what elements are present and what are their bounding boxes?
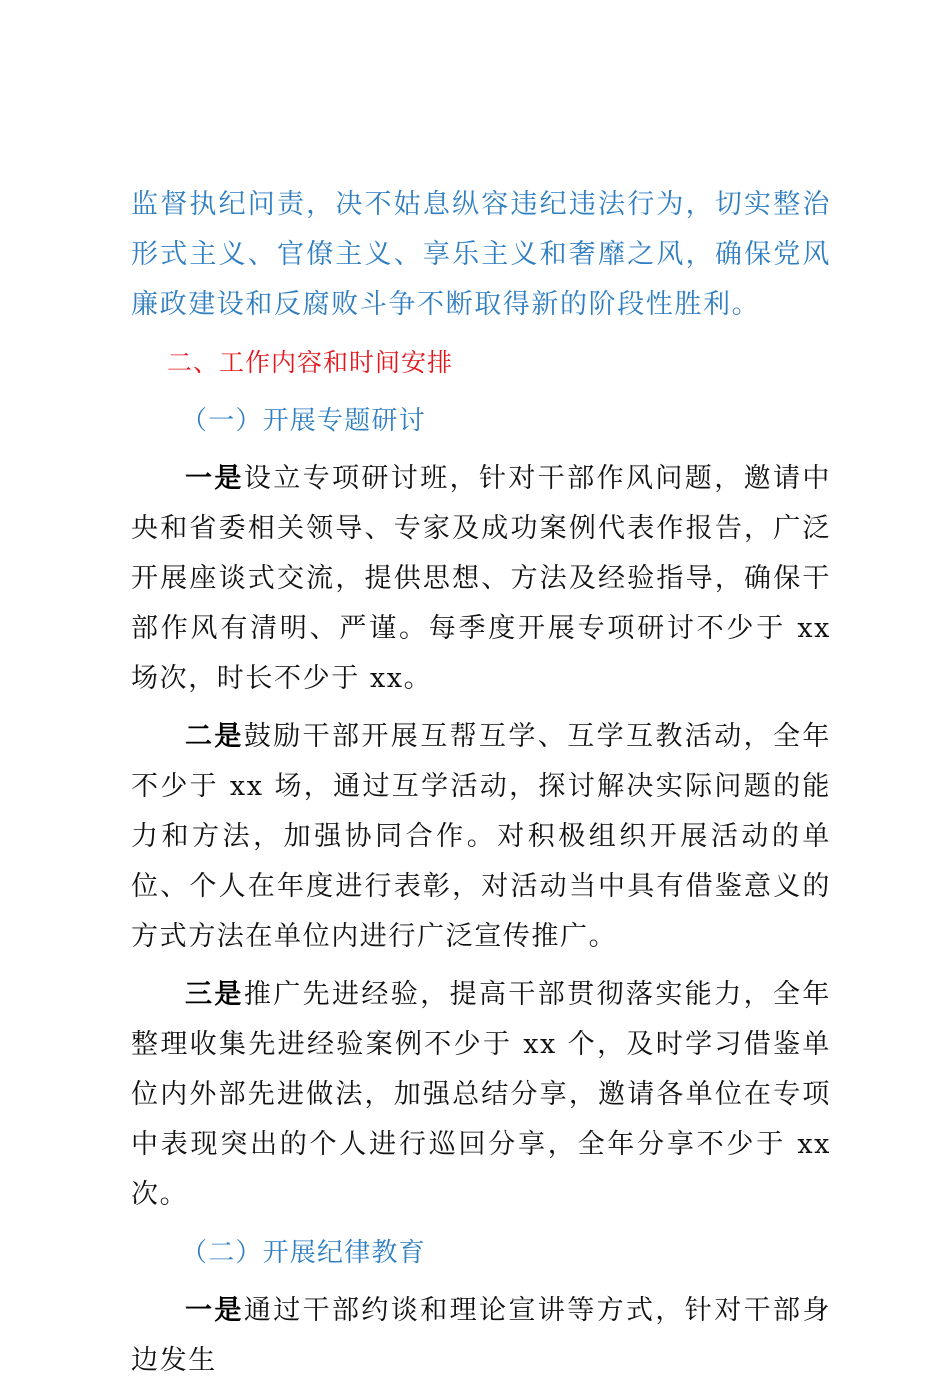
- subsection-1-heading: （一）开展专题研讨: [181, 406, 426, 436]
- item-paragraph: [131, 1286, 831, 1386]
- item-text: 通过干部约谈和理论宣讲等方式，针对干部身边发生: [131, 1295, 832, 1376]
- item-lead: 一是: [185, 463, 244, 494]
- item-paragraph: [131, 454, 831, 704]
- spacer: [131, 1220, 831, 1228]
- spacer: [131, 330, 831, 338]
- document-body: [131, 180, 831, 1386]
- item-lead: 二是: [185, 721, 244, 752]
- spacer: [131, 1278, 831, 1286]
- item-text: 推广先进经验，提高干部贯彻落实能力，全年整理收集先进经验案例不少于 xx 个，及时学习借鉴单位内外部先进做法，加强总结分享，邀请各单位在专项中表现突出的个人进行巡回分享，全年分享不少于 xx 次。: [131, 979, 832, 1210]
- item-paragraph: [131, 970, 831, 1220]
- item-text: 鼓励干部开展互帮互学、互学互教活动，全年不少于 xx 场，通过互学活动，探讨解决实际问题的能力和方法，加强协同合作。对积极组织开展活动的单位、个人在年度进行表彰，对活动当中具有借鉴意义的方式方法在单位内进行广泛宣传推广。: [131, 721, 832, 952]
- section-2-heading: 二、工作内容和时间安排: [167, 348, 454, 377]
- spacer: [131, 446, 831, 454]
- item-paragraph: [131, 712, 831, 962]
- spacer: [131, 388, 831, 396]
- spacer: [131, 704, 831, 712]
- spacer: [131, 962, 831, 970]
- item-lead: 一是: [185, 1295, 244, 1326]
- item-lead: 三是: [185, 979, 244, 1010]
- subsection-2-heading: （二）开展纪律教育: [181, 1238, 426, 1268]
- intro-paragraph: 监督执纪问责，决不姑息纵容违纪违法行为，切实整治形式主义、官僚主义、享乐主义和奢靡之风，确保党风廉政建设和反腐败斗争不断取得新的阶段性胜利。: [131, 189, 831, 320]
- item-text: 设立专项研讨班，针对干部作风问题，邀请中央和省委相关领导、专家及成功案例代表作报告，广泛开展座谈式交流，提供思想、方法及经验指导，确保干部作风有清明、严谨。每季度开展专项研讨不少于 xx 场次，时长不少于 xx。: [131, 463, 832, 694]
